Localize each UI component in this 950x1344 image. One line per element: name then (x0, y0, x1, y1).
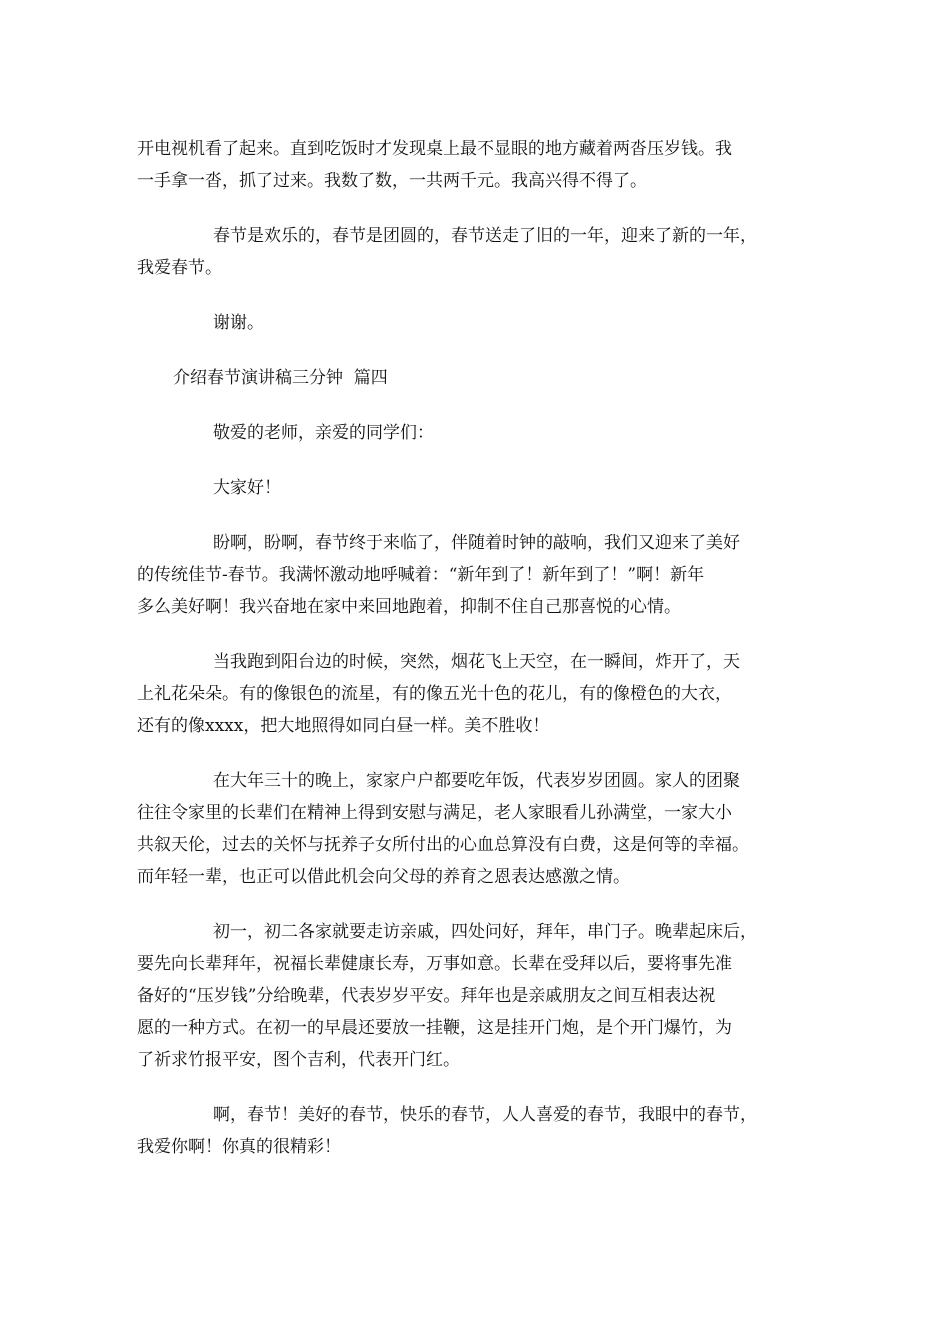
paragraph-11 (137, 1099, 813, 1163)
text-line: 而年轻一辈，也正可以借此机会向父母的养育之恩表达感激之情。 (137, 867, 630, 887)
text-line: 多么美好啊！我兴奋地在家中来回地跑着，抑制不住自己那喜悦的心情。 (137, 597, 681, 617)
text-line: 我爱春节。 (137, 258, 222, 278)
text-line: 往往令家里的长辈们在精神上得到安慰与满足，老人家眼看儿孙满堂，一家大小 (137, 803, 732, 823)
text-line: 愿的一种方式。在初一的早晨还要放一挂鞭，这是挂开门炮，是个开门爆竹，为 (137, 1018, 732, 1038)
text-line: 备好的“压岁钱”分给晚辈，代表岁岁平安。拜年也是亲戚朋友之间互相表达祝 (137, 986, 716, 1006)
text-line: 春节是欢乐的，春节是团圆的，春节送走了旧的一年，迎来了新的一年， (213, 226, 757, 246)
text-line: 上礼花朵朵。有的像银色的流星，有的像五光十色的花儿，有的像橙色的大衣， (137, 684, 732, 704)
text-line: 的传统佳节-春节。我满怀激动地呼喊着：“新年到了！新年到了！”啊！新年 (137, 565, 705, 585)
text-line: 盼啊，盼啊，春节终于来临了，伴随着时钟的敲响，我们又迎来了美好 (213, 533, 740, 553)
paragraph-10 (137, 916, 813, 1076)
paragraph-7 (137, 527, 813, 623)
paragraph-2 (137, 220, 813, 284)
paragraph-greeting (137, 417, 813, 449)
text-line: 共叙天伦，过去的关怀与抚养子女所付出的心血总算没有白费，这是何等的幸福。 (137, 835, 749, 855)
paragraph-1 (137, 133, 813, 197)
text-line: 要先向长辈拜年，祝福长辈健康长寿，万事如意。长辈在受拜以后，要将事先准 (137, 954, 732, 974)
text-line: 还有的像xxxx，把大地照得如同白昼一样。美不胜收！ (137, 716, 550, 736)
section-title (137, 362, 813, 394)
paragraph-8 (137, 646, 813, 742)
text-line: 当我跑到阳台边的时候，突然，烟花飞上天空，在一瞬间，炸开了，天 (213, 652, 740, 672)
text-line: 谢谢。 (213, 313, 264, 333)
text-line: 大家好！ (213, 478, 281, 498)
text-line: 开电视机看了起来。直到吃饭时才发现桌上最不显眼的地方藏着两沓压岁钱。我 (137, 139, 732, 159)
text-line: 初一，初二各家就要走访亲戚，四处问好，拜年，串门子。晚辈起床后， (213, 922, 757, 942)
section-title-text: 介绍春节演讲稿三分钟 篇四 (173, 368, 388, 388)
text-line: 啊，春节！美好的春节，快乐的春节，人人喜爱的春节，我眼中的春节， (213, 1105, 757, 1125)
paragraph-9 (137, 765, 813, 893)
text-line: 敬爱的老师，亲爱的同学们： (213, 423, 434, 443)
paragraph-3 (137, 307, 813, 339)
paragraph-hello (137, 472, 813, 504)
text-line: 一手拿一沓，抓了过来。我数了数，一共两千元。我高兴得不得了。 (137, 171, 647, 191)
text-line: 在大年三十的晚上，家家户户都要吃年饭，代表岁岁团圆。家人的团聚 (213, 771, 740, 791)
text-line: 了祈求竹报平安，图个吉利，代表开门红。 (137, 1050, 460, 1070)
document-body (137, 133, 813, 1186)
text-line: 我爱你啊！你真的很精彩！ (137, 1137, 341, 1157)
